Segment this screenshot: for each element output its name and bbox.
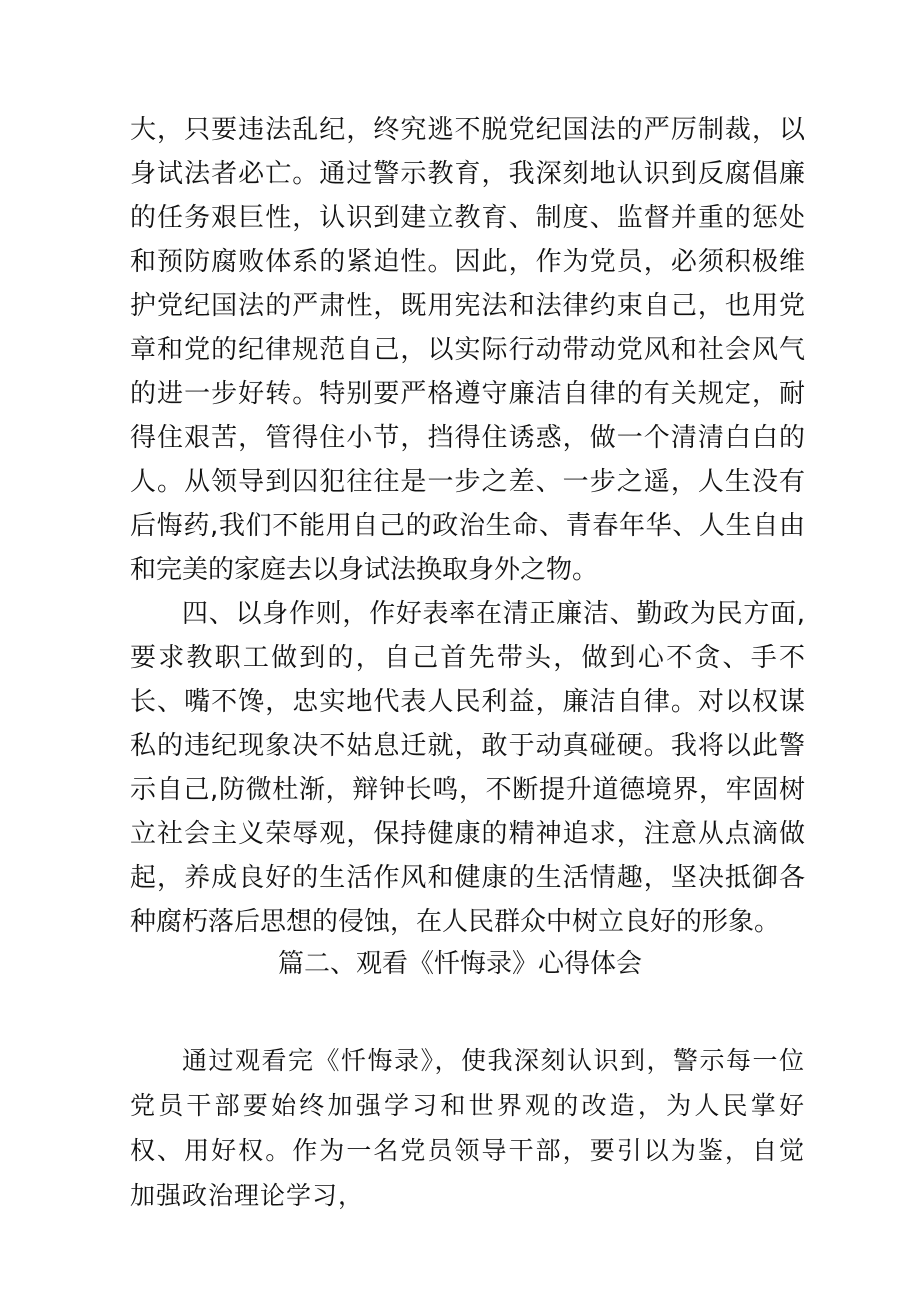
paragraph-continuation: 大，只要违法乱纪，终究逃不脱党纪国法的严厉制裁，以身试法者必亡。通过警示教育，我深刻地认识到反腐倡廉的任务艰巨性，认识到建立教育、制度、监督并重的惩处和预防腐败体系的紧迫性。因此，作为党员，必须积极维护党纪国法的严肃性，既用宪法和法律约束自己，也用党章和党的纪律规范自己，以实际行动带动党风和社会风气的进一步好转。特别要严格遵守廉洁自律的有关规定，耐得住艰苦，管得住小节，挡得住诱惑，做一个清清白白的人。从领导到囚犯往往是一步之差、一步之遥，人生没有后悔药,我们不能用自己的政治生命、青春年华、人生自由和完美的家庭去以身试法换取身外之物。 xyxy=(130,115,805,585)
section-paragraph: 通过观看完《忏悔录》，使我深刻认识到，警示每一位党员干部要始终加强学习和世界观的改造，为人民掌好权、用好权。作为一名党员领导干部，要引以为鉴，自觉加强政治理论学习， xyxy=(130,1046,805,1210)
paragraph-four: 四、以身作则，作好表率在清正廉洁、勤政为民方面,要求教职工做到的，自己首先带头，做到心不贪、手不长、嘴不馋，忠实地代表人民利益，廉洁自律。对以权谋私的违纪现象决不姑息迁就，敢于动真碰硬。我将以此警示自己,防微杜渐，辩钟长鸣，不断提升道德境界，牢固树立社会主义荣辱观，保持健康的精神追求，注意从点滴做起，养成良好的生活作风和健康的生活情趣，坚决抵御各种腐朽落后思想的侵蚀，在人民群众中树立良好的形象。 xyxy=(130,599,805,937)
article-part-one xyxy=(130,108,805,944)
article-part-two xyxy=(130,1038,805,1218)
section-title: 篇二、观看《忏悔录》心得体会 xyxy=(277,949,642,979)
